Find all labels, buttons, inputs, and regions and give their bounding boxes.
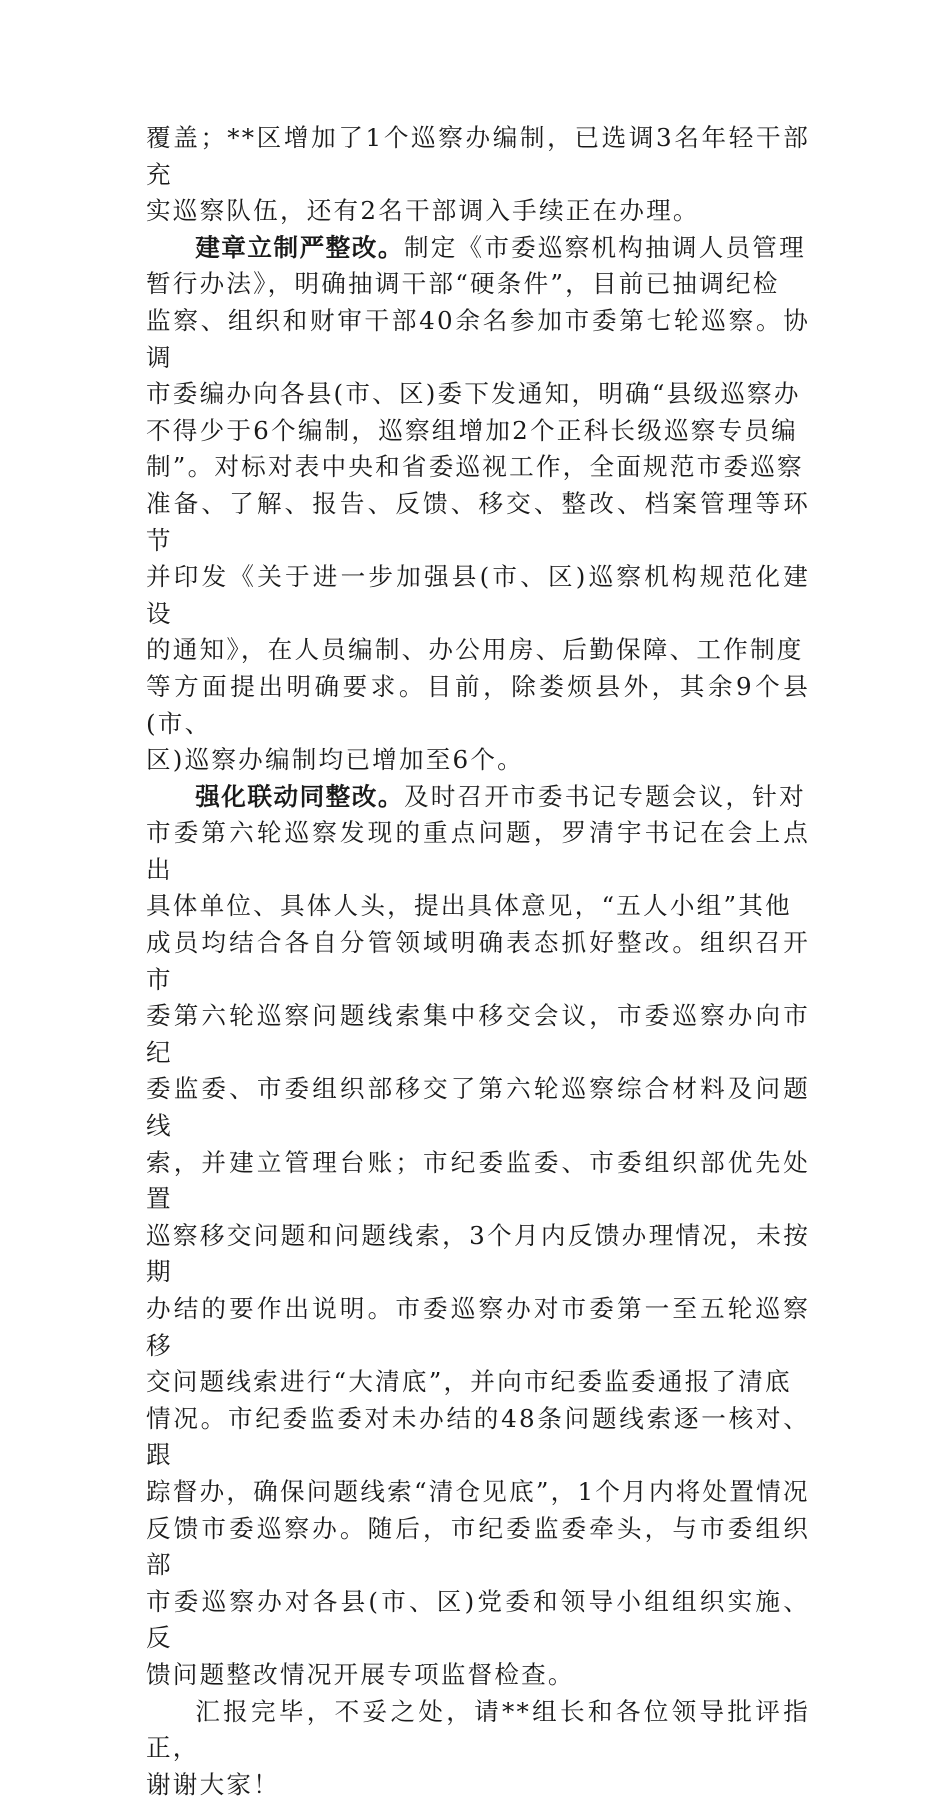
document-body: [146, 120, 810, 1803]
paragraph-staffing: [146, 120, 810, 230]
paragraph-heading: 强化联动同整改。: [195, 781, 404, 811]
paragraph-text: 汇报完毕，不妥之处，请**组长和各位领导批评指正， 谢谢大家！: [146, 1696, 810, 1799]
paragraph-closing: [146, 1694, 810, 1803]
paragraph-rules-rectification: [146, 230, 810, 779]
paragraph-text: 覆盖；**区增加了1个巡察办编制，已选调3名年轻干部充 实巡察队伍，还有2名干部调入手续正在办理。: [146, 123, 810, 226]
paragraph-text: 及时召开市委书记专题会议，针对 市委第六轮巡察发现的重点问题，罗清宇书记在会上点出 具体单位、具体人头，提出具体意见，“五人小组”其他 成员均结合各自分管领域明确表态抓好整改。组织召开市 委第六轮巡察问题线索集中移交会议，市委巡察办向市纪 委监委、市委组织部移交了第六轮巡察综合材料及问题线 索，并建立管理台账；市纪委监委、市委组织部优先处置 巡察移交问题和问题线索，3个月内反馈办理情况，未按期 办结的要作出说明。市委巡察办对市委第一至五轮巡察移 交问题线索进行“大清底”，并向市纪委监委通报了清底 情况。市纪委监委对未办结的48条问题线索逐一核对、跟 踪督办，确保问题线索“清仓见底”，1个月内将处置情况 反馈市委巡察办。随后，市纪委监委牵头，与市委组织部 市委巡察办对各县(市、区)党委和领导小组组织实施、反 馈问题整改情况开展专项监督检查。: [146, 781, 810, 1689]
paragraph-linkage-rectification: [146, 779, 810, 1694]
paragraph-text: 制定《市委巡察机构抽调人员管理 暂行办法》，明确抽调干部“硬条件”，目前已抽调纪检 监察、组织和财审干部40余名参加市委第七轮巡察。协调 市委编办向各县(市、区)委下发通知，明确“县级巡察办 不得少于6个编制，巡察组增加2个正科长级巡察专员编 制”。对标对表中央和省委巡视工作，全面规范市委巡察 准备、了解、报告、反馈、移交、整改、档案管理等环节 并印发《关于进一步加强县(市、区)巡察机构规范化建设 的通知》，在人员编制、办公用房、后勤保障、工作制度 等方面提出明确要求。目前，除娄烦县外，其余9个县(市、 区)巡察办编制均已增加至6个。: [146, 232, 810, 775]
paragraph-heading: 建章立制严整改。: [195, 232, 404, 262]
